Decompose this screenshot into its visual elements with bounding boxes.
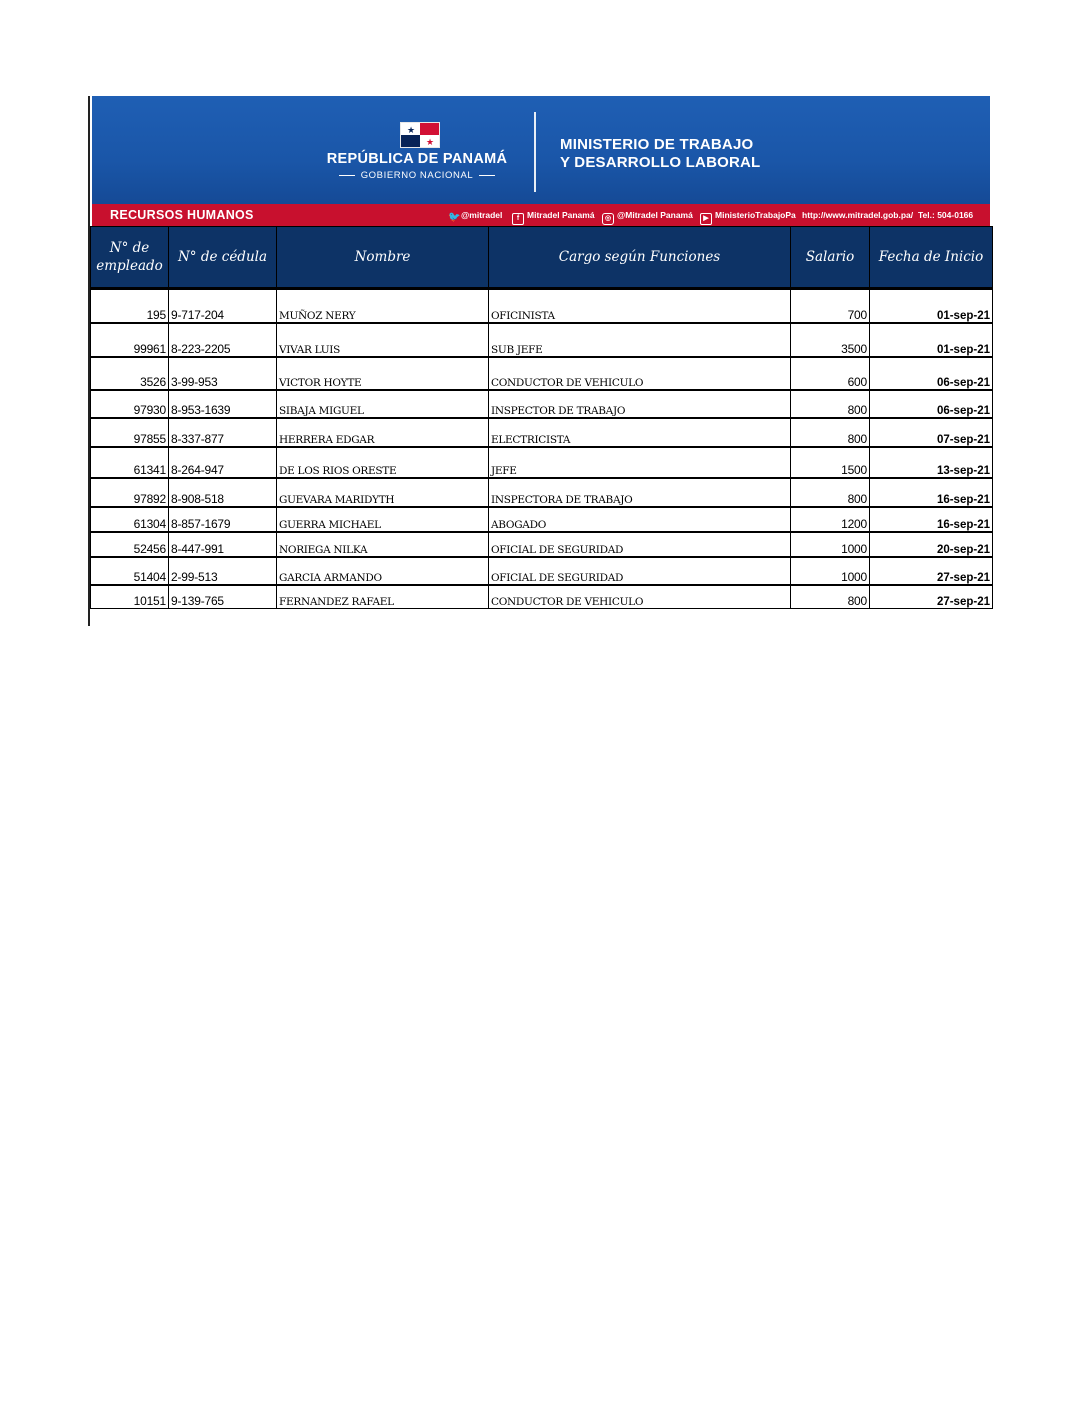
cell-position: JEFE [489,447,791,478]
cell-position: OFICINISTA [489,289,791,323]
cell-salary: 600 [791,357,870,390]
cell-position: OFICIAL DE SEGURIDAD [489,557,791,585]
cell-id-no: 2-99-513 [169,557,277,585]
cell-name: GUERRA MICHAEL [277,507,489,532]
cell-name: HERRERA EDGAR [277,418,489,447]
facebook-icon: f [512,213,524,225]
column-header-salary: Salario [791,227,870,289]
cell-salary: 1000 [791,557,870,585]
cell-name: GUEVARA MARIDYTH [277,478,489,507]
cell-salary: 800 [791,418,870,447]
twitter-icon: 🐦 [448,212,461,223]
cell-id-no: 8-264-947 [169,447,277,478]
cell-id-no: 9-139-765 [169,585,277,609]
cell-position: OFICIAL DE SEGURIDAD [489,532,791,557]
table-row [91,557,993,585]
cell-employee-no: 99961 [91,323,169,357]
cell-name: DE LOS RIOS ORESTE [277,447,489,478]
cell-employee-no: 10151 [91,585,169,609]
cell-start-date: 16-sep-21 [870,507,993,532]
ministry-name-line1: MINISTERIO DE TRABAJO [560,136,754,153]
youtube-link[interactable]: ▶ MinisterioTrabajoPa [700,210,796,225]
cell-start-date: 27-sep-21 [870,557,993,585]
cell-position: SUB JEFE [489,323,791,357]
cell-employee-no: 61341 [91,447,169,478]
table-row [91,357,993,390]
cell-id-no: 8-223-2205 [169,323,277,357]
table-row [91,532,993,557]
cell-name: NORIEGA NILKA [277,532,489,557]
cell-name: MUÑOZ NERY [277,289,489,323]
cell-employee-no: 97855 [91,418,169,447]
table-row [91,289,993,323]
column-header-start-date: Fecha de Inicio [870,227,993,289]
cell-start-date: 07-sep-21 [870,418,993,447]
cell-employee-no: 3526 [91,357,169,390]
cell-employee-no: 51404 [91,557,169,585]
cell-employee-no: 97892 [91,478,169,507]
column-header-name: Nombre [277,227,489,289]
republic-title: REPÚBLICA DE PANAMÁ [326,151,508,167]
table-row [91,418,993,447]
cell-start-date: 27-sep-21 [870,585,993,609]
instagram-link[interactable]: ◎ @Mitradel Panamá [602,210,693,225]
table-row [91,323,993,357]
cell-salary: 800 [791,478,870,507]
cell-start-date: 16-sep-21 [870,478,993,507]
cell-salary: 3500 [791,323,870,357]
banner-divider [534,112,536,192]
cell-id-no: 8-857-1679 [169,507,277,532]
cell-id-no: 8-953-1639 [169,390,277,418]
section-bar [92,204,990,226]
cell-employee-no: 97930 [91,390,169,418]
table-row [91,447,993,478]
cell-name: VIVAR LUIS [277,323,489,357]
cell-salary: 800 [791,390,870,418]
cell-salary: 1500 [791,447,870,478]
cell-id-no: 8-447-991 [169,532,277,557]
cell-employee-no: 195 [91,289,169,323]
cell-start-date: 06-sep-21 [870,357,993,390]
cell-name: SIBAJA MIGUEL [277,390,489,418]
cell-position: ABOGADO [489,507,791,532]
cell-start-date: 06-sep-21 [870,390,993,418]
cell-salary: 1000 [791,532,870,557]
facebook-link[interactable]: f Mitradel Panamá [512,210,595,225]
column-header-id-no: N° de cédula [169,227,277,289]
instagram-icon: ◎ [602,213,614,225]
cell-name: GARCIA ARMANDO [277,557,489,585]
table-row [91,507,993,532]
document-sheet [90,96,992,609]
section-title: RECURSOS HUMANOS [110,208,254,222]
twitter-link[interactable]: 🐦@mitradel [448,210,503,223]
cell-position: INSPECTORA DE TRABAJO [489,478,791,507]
sheet-left-border [88,96,90,626]
cell-id-no: 8-908-518 [169,478,277,507]
table-row [91,390,993,418]
ministry-banner [92,96,990,204]
cell-name: VICTOR HOYTE [277,357,489,390]
table-header-row [91,227,993,289]
cell-employee-no: 52456 [91,532,169,557]
table-row [91,585,993,609]
ministry-name-line2: Y DESARROLLO LABORAL [560,154,761,171]
table-row [91,478,993,507]
cell-salary: 800 [791,585,870,609]
cell-id-no: 8-337-877 [169,418,277,447]
cell-name: FERNANDEZ RAFAEL [277,585,489,609]
hires-table [90,226,993,609]
cell-id-no: 9-717-204 [169,289,277,323]
website-link[interactable]: http://www.mitradel.gob.pa/ [802,210,914,220]
column-header-position: Cargo según Funciones [489,227,791,289]
cell-position: INSPECTOR DE TRABAJO [489,390,791,418]
cell-salary: 700 [791,289,870,323]
cell-start-date: 01-sep-21 [870,323,993,357]
cell-start-date: 13-sep-21 [870,447,993,478]
government-subtitle: GOBIERNO NACIONAL [332,170,502,181]
panama-flag-icon: ★ ★ [400,122,440,148]
cell-id-no: 3-99-953 [169,357,277,390]
column-header-employee-no: N° de empleado [91,227,169,289]
cell-position: ELECTRICISTA [489,418,791,447]
youtube-icon: ▶ [700,213,712,225]
phone-number: Tel.: 504-0166 [918,210,974,220]
cell-salary: 1200 [791,507,870,532]
cell-employee-no: 61304 [91,507,169,532]
cell-start-date: 20-sep-21 [870,532,993,557]
cell-position: CONDUCTOR DE VEHICULO [489,585,791,609]
cell-start-date: 01-sep-21 [870,289,993,323]
cell-position: CONDUCTOR DE VEHICULO [489,357,791,390]
